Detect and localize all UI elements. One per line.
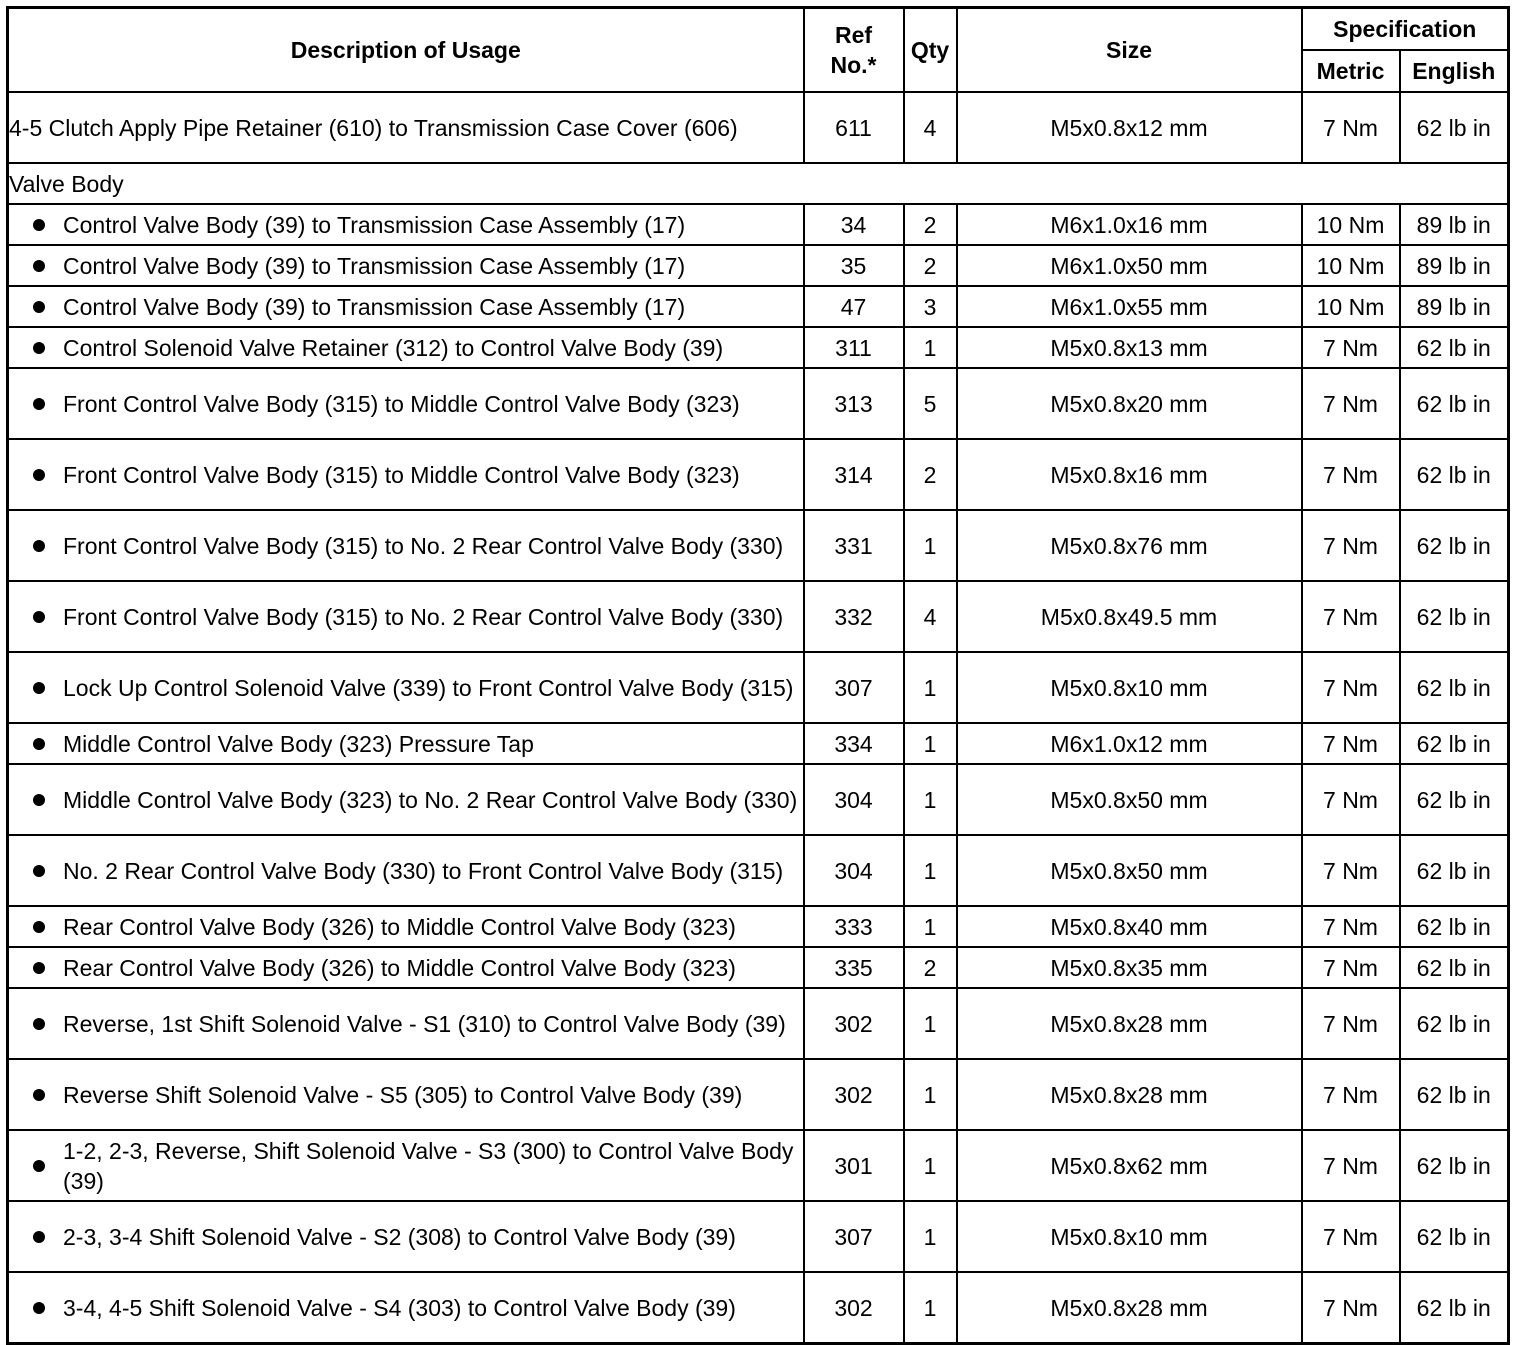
header-ref-no xyxy=(804,8,904,93)
row-size: M5x0.8x28 mm xyxy=(957,1059,1302,1130)
row-description xyxy=(8,510,804,581)
row-english: 62 lb in xyxy=(1400,723,1509,764)
row-metric: 10 Nm xyxy=(1302,286,1400,327)
row-ref: 332 xyxy=(804,581,904,652)
row-metric: 7 Nm xyxy=(1302,723,1400,764)
section-row xyxy=(8,163,1509,204)
row-qty: 2 xyxy=(904,245,957,286)
row-description xyxy=(8,368,804,439)
row-metric: 7 Nm xyxy=(1302,764,1400,835)
row-description-text: Rear Control Valve Body (326) to Middle Control Valve Body (323) xyxy=(63,954,736,981)
table-row xyxy=(8,906,1509,947)
row-qty: 2 xyxy=(904,439,957,510)
table-row xyxy=(8,327,1509,368)
row-metric: 10 Nm xyxy=(1302,245,1400,286)
row-size: M5x0.8x12 mm xyxy=(957,92,1302,163)
table-row xyxy=(8,439,1509,510)
row-size: M5x0.8x16 mm xyxy=(957,439,1302,510)
row-qty: 2 xyxy=(904,947,957,988)
row-metric: 7 Nm xyxy=(1302,510,1400,581)
table-row xyxy=(8,652,1509,723)
row-ref: 335 xyxy=(804,947,904,988)
row-english: 62 lb in xyxy=(1400,1201,1509,1272)
row-qty: 1 xyxy=(904,1272,957,1344)
bullet-icon xyxy=(33,1302,45,1314)
table-row xyxy=(8,92,1509,163)
bullet-icon xyxy=(33,540,45,552)
row-qty: 4 xyxy=(904,92,957,163)
row-metric: 7 Nm xyxy=(1302,835,1400,906)
row-description xyxy=(8,1059,804,1130)
row-ref: 307 xyxy=(804,652,904,723)
row-size: M5x0.8x13 mm xyxy=(957,327,1302,368)
row-size: M5x0.8x40 mm xyxy=(957,906,1302,947)
row-description xyxy=(8,947,804,988)
row-ref: 334 xyxy=(804,723,904,764)
row-description xyxy=(8,906,804,947)
bullet-icon xyxy=(33,301,45,313)
row-metric: 7 Nm xyxy=(1302,1130,1400,1201)
row-ref: 302 xyxy=(804,1059,904,1130)
table-row xyxy=(8,988,1509,1059)
header-size: Size xyxy=(957,8,1302,93)
row-english: 62 lb in xyxy=(1400,988,1509,1059)
header-specification: Specification xyxy=(1302,8,1509,51)
bullet-icon xyxy=(33,219,45,231)
row-description-text: Control Solenoid Valve Retainer (312) to Control Valve Body (39) xyxy=(63,334,724,361)
row-qty: 1 xyxy=(904,988,957,1059)
specification-table xyxy=(6,6,1510,1345)
row-metric: 7 Nm xyxy=(1302,327,1400,368)
row-description xyxy=(8,245,804,286)
row-ref: 304 xyxy=(804,764,904,835)
row-english: 62 lb in xyxy=(1400,835,1509,906)
table-row xyxy=(8,510,1509,581)
header-ref-line2: No.* xyxy=(830,52,877,78)
row-size: M5x0.8x20 mm xyxy=(957,368,1302,439)
row-english: 89 lb in xyxy=(1400,245,1509,286)
row-description xyxy=(8,723,804,764)
row-qty: 1 xyxy=(904,1059,957,1130)
row-description xyxy=(8,286,804,327)
row-size: M5x0.8x28 mm xyxy=(957,1272,1302,1344)
row-metric: 7 Nm xyxy=(1302,1272,1400,1344)
row-english: 62 lb in xyxy=(1400,1272,1509,1344)
table-body xyxy=(8,92,1509,1344)
row-size: M5x0.8x76 mm xyxy=(957,510,1302,581)
bullet-icon xyxy=(33,1089,45,1101)
table-row xyxy=(8,947,1509,988)
row-description xyxy=(8,652,804,723)
row-ref: 35 xyxy=(804,245,904,286)
bullet-icon xyxy=(33,865,45,877)
row-english: 62 lb in xyxy=(1400,92,1509,163)
table-row xyxy=(8,835,1509,906)
row-size: M6x1.0x55 mm xyxy=(957,286,1302,327)
row-qty: 1 xyxy=(904,1130,957,1201)
table-row xyxy=(8,764,1509,835)
row-ref: 307 xyxy=(804,1201,904,1272)
row-size: M6x1.0x12 mm xyxy=(957,723,1302,764)
row-qty: 1 xyxy=(904,510,957,581)
row-description xyxy=(8,764,804,835)
row-size: M5x0.8x50 mm xyxy=(957,764,1302,835)
row-description-text: Rear Control Valve Body (326) to Middle Control Valve Body (323) xyxy=(63,913,736,940)
row-ref: 311 xyxy=(804,327,904,368)
bullet-icon xyxy=(33,1018,45,1030)
bullet-icon xyxy=(33,342,45,354)
row-size: M5x0.8x35 mm xyxy=(957,947,1302,988)
bullet-icon xyxy=(33,469,45,481)
section-title: Valve Body xyxy=(8,163,1509,204)
row-qty: 5 xyxy=(904,368,957,439)
row-metric: 7 Nm xyxy=(1302,581,1400,652)
row-ref: 314 xyxy=(804,439,904,510)
row-size: M5x0.8x10 mm xyxy=(957,652,1302,723)
row-description-text: Middle Control Valve Body (323) to No. 2 Rear Control Valve Body (330) xyxy=(63,786,798,813)
bullet-icon xyxy=(33,921,45,933)
row-metric: 7 Nm xyxy=(1302,947,1400,988)
row-description-text: 3-4, 4-5 Shift Solenoid Valve - S4 (303) to Control Valve Body (39) xyxy=(63,1294,736,1321)
row-english: 62 lb in xyxy=(1400,368,1509,439)
bullet-icon xyxy=(33,611,45,623)
row-qty: 1 xyxy=(904,723,957,764)
table-row xyxy=(8,1272,1509,1344)
bullet-icon xyxy=(33,794,45,806)
row-description-text: Reverse Shift Solenoid Valve - S5 (305) to Control Valve Body (39) xyxy=(63,1081,743,1108)
row-qty: 4 xyxy=(904,581,957,652)
row-ref: 302 xyxy=(804,988,904,1059)
bullet-icon xyxy=(33,962,45,974)
row-description xyxy=(8,581,804,652)
row-ref: 331 xyxy=(804,510,904,581)
row-description xyxy=(8,1272,804,1344)
row-ref: 611 xyxy=(804,92,904,163)
bullet-icon xyxy=(33,1231,45,1243)
row-qty: 1 xyxy=(904,906,957,947)
row-description-text: Lock Up Control Solenoid Valve (339) to Front Control Valve Body (315) xyxy=(63,674,794,701)
header-ref-line1: Ref xyxy=(834,22,873,48)
row-description xyxy=(8,835,804,906)
row-description-text: Reverse, 1st Shift Solenoid Valve - S1 (310) to Control Valve Body (39) xyxy=(63,1010,786,1037)
header-metric: Metric xyxy=(1302,50,1400,92)
header-english: English xyxy=(1400,50,1509,92)
row-size: M5x0.8x50 mm xyxy=(957,835,1302,906)
row-size: M6x1.0x16 mm xyxy=(957,204,1302,245)
row-english: 89 lb in xyxy=(1400,204,1509,245)
bullet-icon xyxy=(33,1160,45,1172)
row-english: 62 lb in xyxy=(1400,439,1509,510)
row-english: 62 lb in xyxy=(1400,906,1509,947)
row-metric: 7 Nm xyxy=(1302,439,1400,510)
row-description xyxy=(8,1130,804,1201)
table-row xyxy=(8,204,1509,245)
header-qty: Qty xyxy=(904,8,957,93)
row-description xyxy=(8,988,804,1059)
row-description-text: Control Valve Body (39) to Transmission Case Assembly (17) xyxy=(63,293,686,320)
table-row xyxy=(8,286,1509,327)
row-description-text: 2-3, 3-4 Shift Solenoid Valve - S2 (308) to Control Valve Body (39) xyxy=(63,1223,736,1250)
row-qty: 1 xyxy=(904,652,957,723)
row-metric: 7 Nm xyxy=(1302,1201,1400,1272)
header-description: Description of Usage xyxy=(8,8,804,93)
row-qty: 1 xyxy=(904,327,957,368)
bullet-icon xyxy=(33,682,45,694)
bullet-icon xyxy=(33,738,45,750)
row-metric: 7 Nm xyxy=(1302,906,1400,947)
row-metric: 7 Nm xyxy=(1302,1059,1400,1130)
row-metric: 10 Nm xyxy=(1302,204,1400,245)
table-row xyxy=(8,581,1509,652)
row-metric: 7 Nm xyxy=(1302,92,1400,163)
row-qty: 1 xyxy=(904,1201,957,1272)
bullet-icon xyxy=(33,398,45,410)
row-qty: 1 xyxy=(904,835,957,906)
row-description-text: Front Control Valve Body (315) to Middle Control Valve Body (323) xyxy=(63,390,740,417)
row-english: 62 lb in xyxy=(1400,1130,1509,1201)
row-size: M5x0.8x28 mm xyxy=(957,988,1302,1059)
row-description-text: Front Control Valve Body (315) to No. 2 Rear Control Valve Body (330) xyxy=(63,532,784,559)
row-ref: 34 xyxy=(804,204,904,245)
row-description-text: Control Valve Body (39) to Transmission Case Assembly (17) xyxy=(63,211,686,238)
row-english: 62 lb in xyxy=(1400,764,1509,835)
table-row xyxy=(8,1130,1509,1201)
row-ref: 301 xyxy=(804,1130,904,1201)
row-ref: 313 xyxy=(804,368,904,439)
table-row xyxy=(8,245,1509,286)
row-english: 62 lb in xyxy=(1400,327,1509,368)
table-row xyxy=(8,1201,1509,1272)
row-description xyxy=(8,1201,804,1272)
row-metric: 7 Nm xyxy=(1302,368,1400,439)
row-size: M6x1.0x50 mm xyxy=(957,245,1302,286)
row-ref: 47 xyxy=(804,286,904,327)
row-description-text: Front Control Valve Body (315) to Middle Control Valve Body (323) xyxy=(63,461,740,488)
row-description-text: 1-2, 2-3, Reverse, Shift Solenoid Valve - S3 (300) to Control Valve Body (39) xyxy=(63,1137,794,1194)
row-description xyxy=(8,327,804,368)
row-ref: 304 xyxy=(804,835,904,906)
table-row xyxy=(8,368,1509,439)
row-qty: 1 xyxy=(904,764,957,835)
table-row xyxy=(8,723,1509,764)
row-english: 62 lb in xyxy=(1400,581,1509,652)
row-english: 62 lb in xyxy=(1400,652,1509,723)
row-ref: 302 xyxy=(804,1272,904,1344)
row-qty: 3 xyxy=(904,286,957,327)
row-size: M5x0.8x62 mm xyxy=(957,1130,1302,1201)
row-english: 62 lb in xyxy=(1400,1059,1509,1130)
row-size: M5x0.8x10 mm xyxy=(957,1201,1302,1272)
table-row xyxy=(8,1059,1509,1130)
row-description-text: Middle Control Valve Body (323) Pressure Tap xyxy=(63,730,534,757)
row-description: 4-5 Clutch Apply Pipe Retainer (610) to Transmission Case Cover (606) xyxy=(8,92,804,163)
row-description xyxy=(8,204,804,245)
row-description-text: Front Control Valve Body (315) to No. 2 Rear Control Valve Body (330) xyxy=(63,603,784,630)
row-size: M5x0.8x49.5 mm xyxy=(957,581,1302,652)
row-ref: 333 xyxy=(804,906,904,947)
row-description-text: Control Valve Body (39) to Transmission Case Assembly (17) xyxy=(63,252,686,279)
row-description xyxy=(8,439,804,510)
row-english: 89 lb in xyxy=(1400,286,1509,327)
row-metric: 7 Nm xyxy=(1302,652,1400,723)
row-english: 62 lb in xyxy=(1400,510,1509,581)
row-qty: 2 xyxy=(904,204,957,245)
row-metric: 7 Nm xyxy=(1302,988,1400,1059)
row-english: 62 lb in xyxy=(1400,947,1509,988)
row-description-text: No. 2 Rear Control Valve Body (330) to Front Control Valve Body (315) xyxy=(63,857,784,884)
bullet-icon xyxy=(33,260,45,272)
table-header xyxy=(8,8,1509,93)
